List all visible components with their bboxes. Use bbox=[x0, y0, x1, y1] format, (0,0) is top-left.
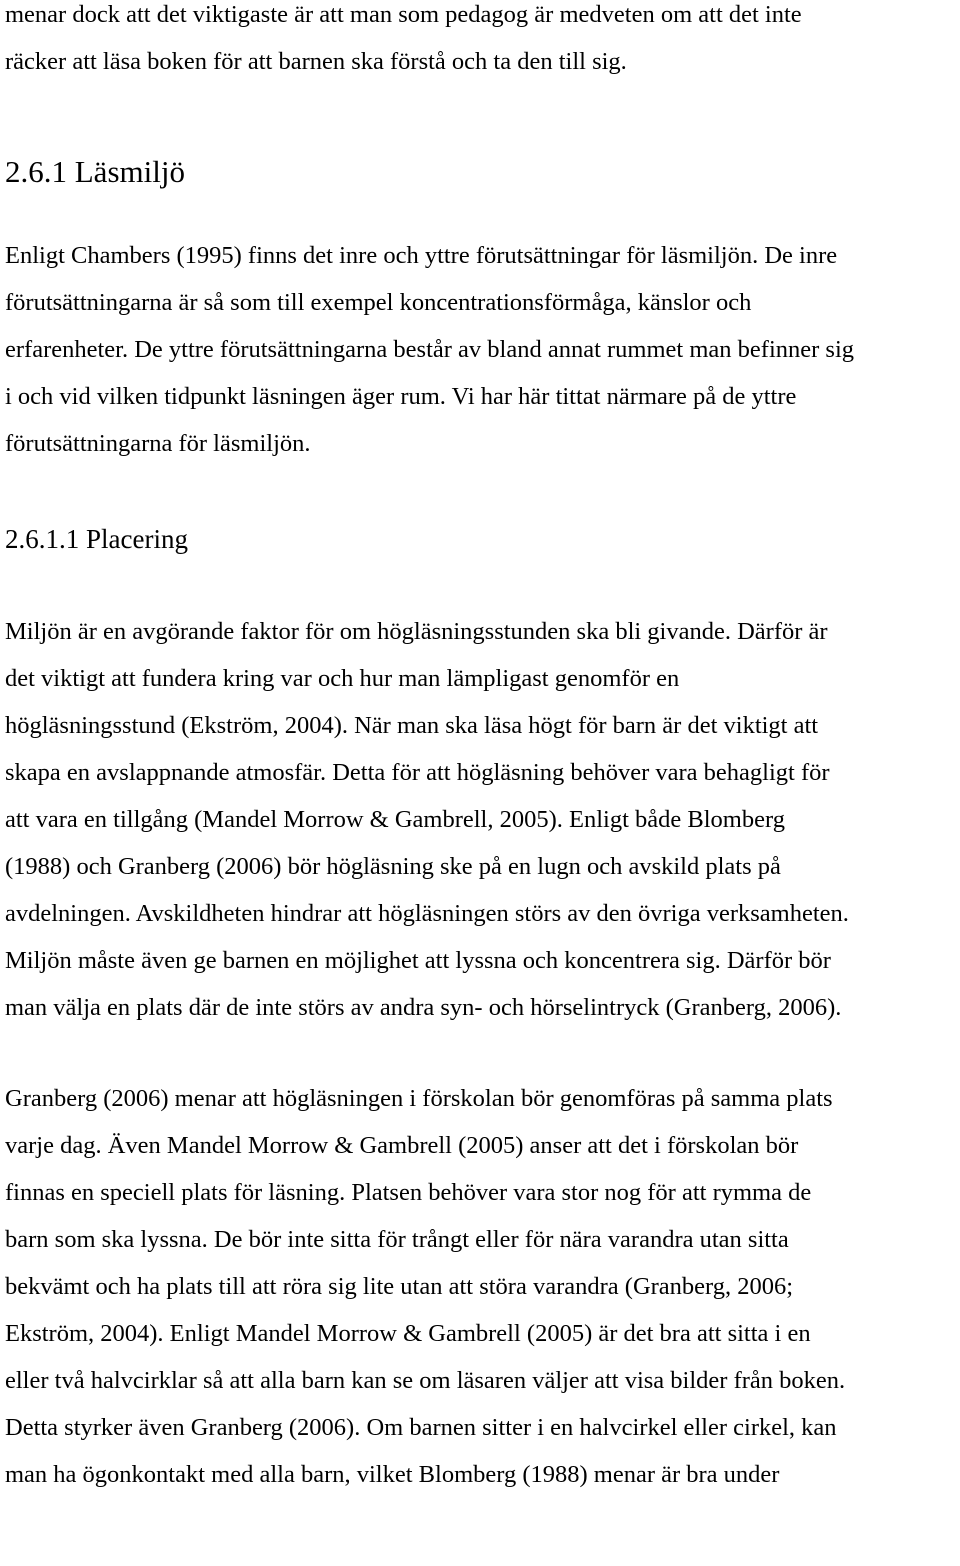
text-line: erfarenheter. De yttre förutsättningarna består av bland annat rummet man befinner sig bbox=[5, 336, 854, 363]
text-line: i och vid vilken tidpunkt läsningen äger rum. Vi har här tittat närmare på de yttre bbox=[5, 383, 797, 410]
text-line: förutsättningarna för läsmiljön. bbox=[5, 430, 311, 457]
text-line: Miljön måste även ge barnen en möjlighet att lyssna och koncentrera sig. Därför bör bbox=[5, 947, 831, 974]
spacer bbox=[5, 1031, 960, 1078]
text-line: menar dock att det viktigaste är att man som pedagog är medveten om att det inte bbox=[5, 1, 802, 28]
text-line: (1988) och Granberg (2006) bör högläsning ske på en lugn och avskild plats på bbox=[5, 853, 781, 880]
text-line: varje dag. Även Mandel Morrow & Gambrell (2005) anser att det i förskolan bör bbox=[5, 1132, 799, 1159]
text-line: man välja en plats där de inte störs av andra syn- och hörselintryck (Granberg, 2006). bbox=[5, 994, 842, 1021]
text-line: man ha ögonkontakt med alla barn, vilket Blomberg (1988) menar är bra under bbox=[5, 1461, 780, 1488]
text-line: eller två halvcirklar så att alla barn kan se om läsaren väljer att visa bilder från boken. bbox=[5, 1367, 846, 1394]
intro-paragraph bbox=[5, 0, 960, 85]
text-line: barn som ska lyssna. De bör inte sitta för trångt eller för nära varandra utan sitta bbox=[5, 1226, 789, 1253]
lasmiljo-paragraph bbox=[5, 232, 960, 467]
text-line: att vara en tillgång (Mandel Morrow & Gambrell, 2005). Enligt både Blomberg bbox=[5, 806, 785, 833]
text-line: skapa en avslappnande atmosfär. Detta för att högläsning behöver vara behagligt för bbox=[5, 759, 830, 786]
text-line: Miljön är en avgörande faktor för om högläsningsstunden ska bli givande. Därför är bbox=[5, 618, 828, 645]
document-page bbox=[5, 0, 960, 1498]
text-line: avdelningen. Avskildheten hindrar att högläsningen störs av den övriga verksamheten. bbox=[5, 900, 849, 927]
text-line: Granberg (2006) menar att högläsningen i förskolan bör genomföras på samma plats bbox=[5, 1085, 833, 1112]
placering-paragraph bbox=[5, 608, 960, 1031]
text-line: högläsningsstund (Ekström, 2004). När man ska läsa högt för barn är det viktigt att bbox=[5, 712, 819, 739]
section-heading: 2.6.1 Läsmiljö bbox=[5, 154, 185, 189]
granberg-paragraph bbox=[5, 1075, 960, 1498]
text-line: Enligt Chambers (1995) finns det inre och yttre förutsättningar för läsmiljön. De inre bbox=[5, 242, 838, 269]
text-line: Ekström, 2004). Enligt Mandel Morrow & Gambrell (2005) är det bra att sitta i en bbox=[5, 1320, 811, 1347]
spacer bbox=[5, 563, 960, 610]
text-line: finnas en speciell plats för läsning. Platsen behöver vara stor nog för att rymma de bbox=[5, 1179, 812, 1206]
text-line: förutsättningarna är så som till exempel koncentrationsförmåga, känslor och bbox=[5, 289, 752, 316]
spacer bbox=[5, 85, 960, 132]
text-line: Detta styrker även Granberg (2006). Om barnen sitter i en halvcirkel eller cirkel, kan bbox=[5, 1414, 837, 1441]
spacer bbox=[5, 467, 960, 514]
text-line: det viktigt att fundera kring var och hur man lämpligast genomför en bbox=[5, 665, 680, 692]
subsection-heading: 2.6.1.1 Placering bbox=[5, 524, 188, 554]
text-line: räcker att läsa boken för att barnen ska förstå och ta den till sig. bbox=[5, 48, 627, 75]
text-line: bekvämt och ha plats till att röra sig lite utan att störa varandra (Granberg, 2006; bbox=[5, 1273, 794, 1300]
